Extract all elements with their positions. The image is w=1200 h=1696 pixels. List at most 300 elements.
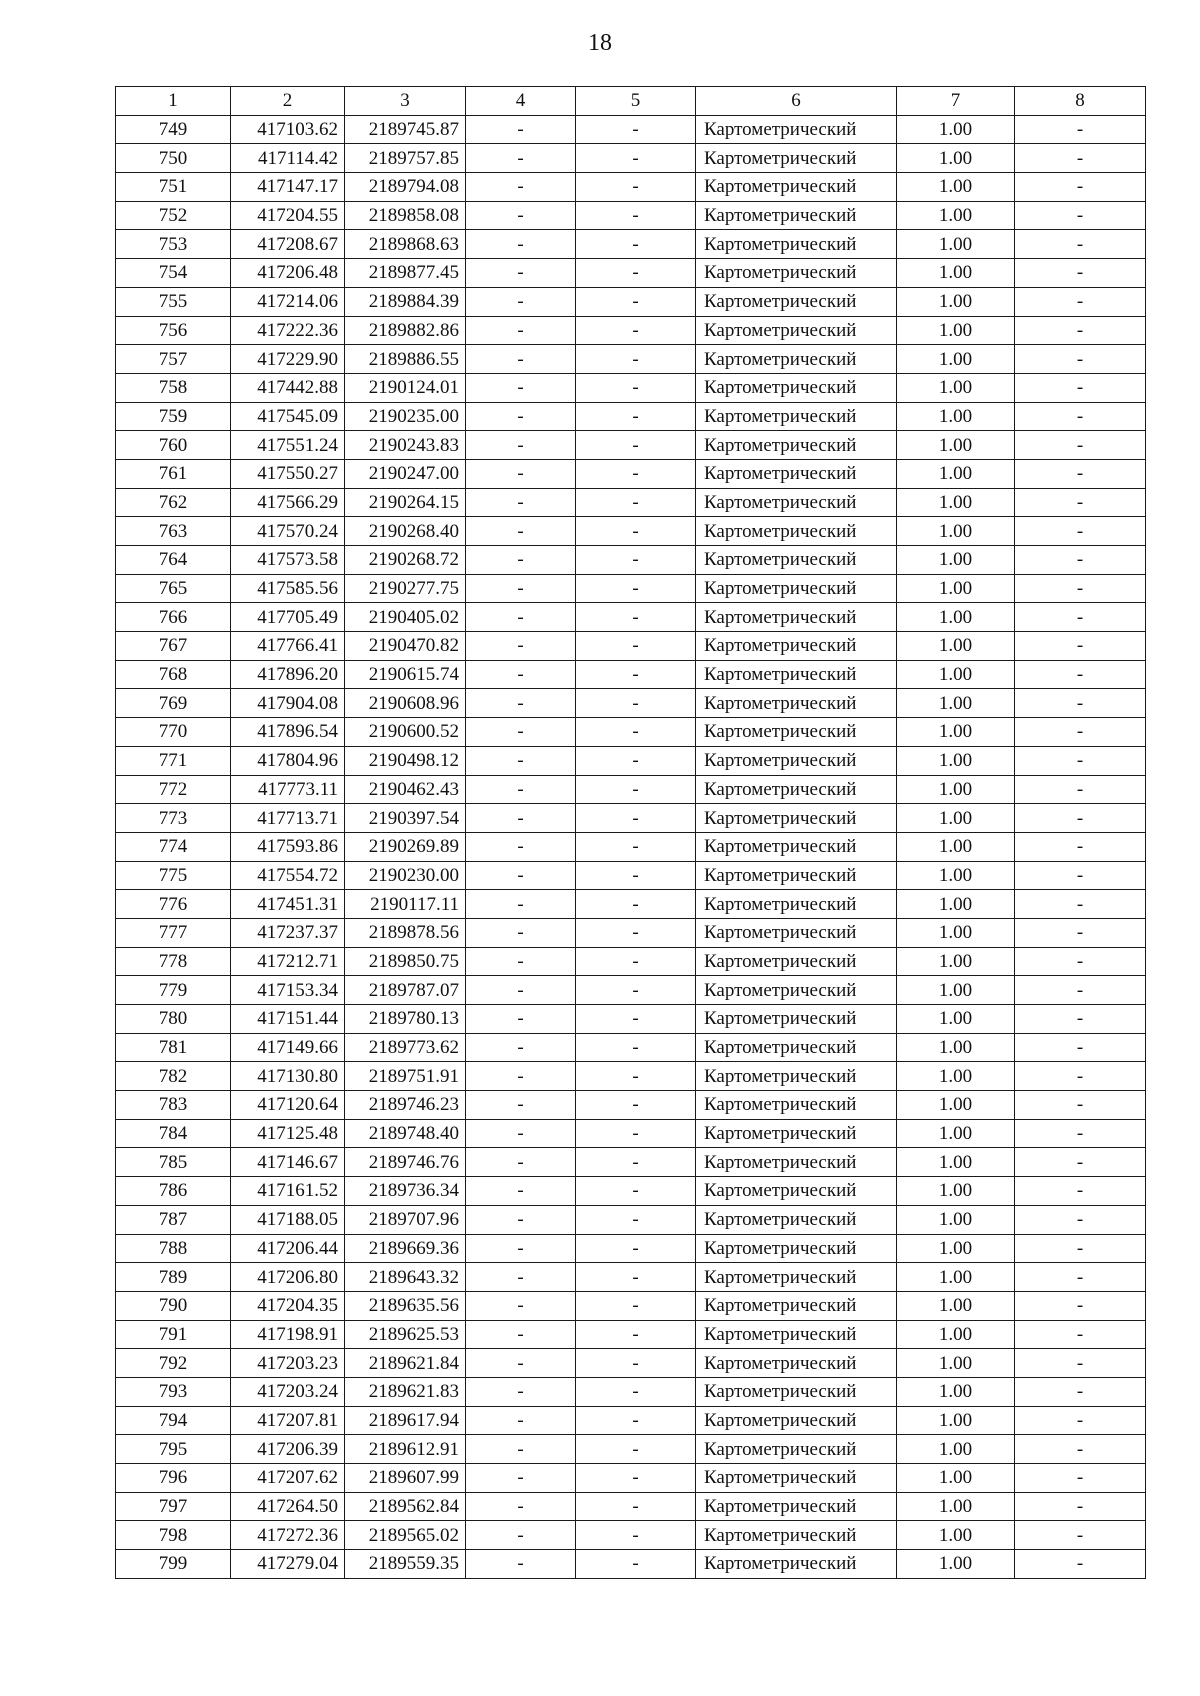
col8-cell: - bbox=[1015, 230, 1146, 259]
accuracy-cell: 1.00 bbox=[897, 1377, 1015, 1406]
accuracy-cell: 1.00 bbox=[897, 517, 1015, 546]
method-cell: Картометрический bbox=[696, 287, 897, 316]
table-row bbox=[116, 1291, 1146, 1320]
point-number-cell: 766 bbox=[116, 603, 231, 632]
col5-cell: - bbox=[576, 345, 696, 374]
point-number-cell: 769 bbox=[116, 689, 231, 718]
col4-cell: - bbox=[466, 861, 576, 890]
method-cell: Картометрический bbox=[696, 603, 897, 632]
method-cell: Картометрический bbox=[696, 1464, 897, 1493]
accuracy-cell: 1.00 bbox=[897, 976, 1015, 1005]
y-coordinate-cell: 2190277.75 bbox=[345, 574, 466, 603]
col5-cell: - bbox=[576, 373, 696, 402]
col4-cell: - bbox=[466, 316, 576, 345]
x-coordinate-cell: 417766.41 bbox=[231, 632, 345, 661]
col4-cell: - bbox=[466, 976, 576, 1005]
accuracy-cell: 1.00 bbox=[897, 1435, 1015, 1464]
table-row bbox=[116, 660, 1146, 689]
y-coordinate-cell: 2189748.40 bbox=[345, 1119, 466, 1148]
point-number-cell: 759 bbox=[116, 402, 231, 431]
col4-cell: - bbox=[466, 718, 576, 747]
y-coordinate-cell: 2189745.87 bbox=[345, 115, 466, 144]
point-number-cell: 768 bbox=[116, 660, 231, 689]
col4-cell: - bbox=[466, 402, 576, 431]
accuracy-cell: 1.00 bbox=[897, 746, 1015, 775]
table-row bbox=[116, 1119, 1146, 1148]
col8-cell: - bbox=[1015, 1492, 1146, 1521]
col8-cell: - bbox=[1015, 689, 1146, 718]
col8-cell: - bbox=[1015, 632, 1146, 661]
x-coordinate-cell: 417773.11 bbox=[231, 775, 345, 804]
point-number-cell: 795 bbox=[116, 1435, 231, 1464]
col8-cell: - bbox=[1015, 345, 1146, 374]
table-row bbox=[116, 976, 1146, 1005]
col8-cell: - bbox=[1015, 1205, 1146, 1234]
col8-cell: - bbox=[1015, 287, 1146, 316]
col5-cell: - bbox=[576, 1205, 696, 1234]
accuracy-cell: 1.00 bbox=[897, 632, 1015, 661]
method-cell: Картометрический bbox=[696, 230, 897, 259]
point-number-cell: 751 bbox=[116, 173, 231, 202]
x-coordinate-cell: 417198.91 bbox=[231, 1320, 345, 1349]
table-row bbox=[116, 861, 1146, 890]
table-row bbox=[116, 431, 1146, 460]
col5-cell: - bbox=[576, 459, 696, 488]
y-coordinate-cell: 2190470.82 bbox=[345, 632, 466, 661]
point-number-cell: 749 bbox=[116, 115, 231, 144]
col4-cell: - bbox=[466, 1091, 576, 1120]
x-coordinate-cell: 417550.27 bbox=[231, 459, 345, 488]
accuracy-cell: 1.00 bbox=[897, 947, 1015, 976]
accuracy-cell: 1.00 bbox=[897, 144, 1015, 173]
col4-cell: - bbox=[466, 1005, 576, 1034]
col8-cell: - bbox=[1015, 1062, 1146, 1091]
col4-cell: - bbox=[466, 1550, 576, 1579]
y-coordinate-cell: 2189877.45 bbox=[345, 259, 466, 288]
method-cell: Картометрический bbox=[696, 976, 897, 1005]
col4-cell: - bbox=[466, 1119, 576, 1148]
table-row bbox=[116, 574, 1146, 603]
col4-cell: - bbox=[466, 230, 576, 259]
x-coordinate-cell: 417153.34 bbox=[231, 976, 345, 1005]
col5-cell: - bbox=[576, 890, 696, 919]
point-number-cell: 770 bbox=[116, 718, 231, 747]
x-coordinate-cell: 417206.80 bbox=[231, 1263, 345, 1292]
col4-cell: - bbox=[466, 832, 576, 861]
x-coordinate-cell: 417161.52 bbox=[231, 1177, 345, 1206]
col8-cell: - bbox=[1015, 918, 1146, 947]
accuracy-cell: 1.00 bbox=[897, 1320, 1015, 1349]
column-header: 3 bbox=[345, 87, 466, 116]
point-number-cell: 787 bbox=[116, 1205, 231, 1234]
col5-cell: - bbox=[576, 861, 696, 890]
col5-cell: - bbox=[576, 603, 696, 632]
col8-cell: - bbox=[1015, 259, 1146, 288]
point-number-cell: 750 bbox=[116, 144, 231, 173]
table-row bbox=[116, 1550, 1146, 1579]
y-coordinate-cell: 2189751.91 bbox=[345, 1062, 466, 1091]
col5-cell: - bbox=[576, 746, 696, 775]
y-coordinate-cell: 2190268.40 bbox=[345, 517, 466, 546]
y-coordinate-cell: 2190264.15 bbox=[345, 488, 466, 517]
table-row bbox=[116, 804, 1146, 833]
x-coordinate-cell: 417130.80 bbox=[231, 1062, 345, 1091]
accuracy-cell: 1.00 bbox=[897, 1464, 1015, 1493]
x-coordinate-cell: 417151.44 bbox=[231, 1005, 345, 1034]
x-coordinate-cell: 417208.67 bbox=[231, 230, 345, 259]
col5-cell: - bbox=[576, 1119, 696, 1148]
col8-cell: - bbox=[1015, 1320, 1146, 1349]
accuracy-cell: 1.00 bbox=[897, 861, 1015, 890]
col5-cell: - bbox=[576, 1492, 696, 1521]
col5-cell: - bbox=[576, 1377, 696, 1406]
method-cell: Картометрический bbox=[696, 1435, 897, 1464]
y-coordinate-cell: 2189617.94 bbox=[345, 1406, 466, 1435]
x-coordinate-cell: 417203.23 bbox=[231, 1349, 345, 1378]
y-coordinate-cell: 2190124.01 bbox=[345, 373, 466, 402]
col4-cell: - bbox=[466, 1205, 576, 1234]
method-cell: Картометрический bbox=[696, 947, 897, 976]
point-number-cell: 783 bbox=[116, 1091, 231, 1120]
point-number-cell: 773 bbox=[116, 804, 231, 833]
col8-cell: - bbox=[1015, 115, 1146, 144]
method-cell: Картометрический bbox=[696, 201, 897, 230]
col5-cell: - bbox=[576, 976, 696, 1005]
col4-cell: - bbox=[466, 144, 576, 173]
accuracy-cell: 1.00 bbox=[897, 488, 1015, 517]
method-cell: Картометрический bbox=[696, 1349, 897, 1378]
col8-cell: - bbox=[1015, 316, 1146, 345]
method-cell: Картометрический bbox=[696, 259, 897, 288]
x-coordinate-cell: 417188.05 bbox=[231, 1205, 345, 1234]
col4-cell: - bbox=[466, 890, 576, 919]
method-cell: Картометрический bbox=[696, 1091, 897, 1120]
table-row bbox=[116, 488, 1146, 517]
col4-cell: - bbox=[466, 431, 576, 460]
y-coordinate-cell: 2189643.32 bbox=[345, 1263, 466, 1292]
point-number-cell: 790 bbox=[116, 1291, 231, 1320]
table-row bbox=[116, 746, 1146, 775]
x-coordinate-cell: 417566.29 bbox=[231, 488, 345, 517]
table-row bbox=[116, 1435, 1146, 1464]
y-coordinate-cell: 2190498.12 bbox=[345, 746, 466, 775]
table-row bbox=[116, 890, 1146, 919]
col5-cell: - bbox=[576, 144, 696, 173]
point-number-cell: 786 bbox=[116, 1177, 231, 1206]
y-coordinate-cell: 2189787.07 bbox=[345, 976, 466, 1005]
col4-cell: - bbox=[466, 115, 576, 144]
col4-cell: - bbox=[466, 173, 576, 202]
accuracy-cell: 1.00 bbox=[897, 115, 1015, 144]
y-coordinate-cell: 2189794.08 bbox=[345, 173, 466, 202]
y-coordinate-cell: 2190247.00 bbox=[345, 459, 466, 488]
table-row bbox=[116, 115, 1146, 144]
table-row bbox=[116, 632, 1146, 661]
accuracy-cell: 1.00 bbox=[897, 316, 1015, 345]
col5-cell: - bbox=[576, 230, 696, 259]
point-number-cell: 793 bbox=[116, 1377, 231, 1406]
y-coordinate-cell: 2190117.11 bbox=[345, 890, 466, 919]
table-row bbox=[116, 1377, 1146, 1406]
accuracy-cell: 1.00 bbox=[897, 1349, 1015, 1378]
col5-cell: - bbox=[576, 1550, 696, 1579]
x-coordinate-cell: 417705.49 bbox=[231, 603, 345, 632]
col8-cell: - bbox=[1015, 431, 1146, 460]
col8-cell: - bbox=[1015, 1177, 1146, 1206]
col4-cell: - bbox=[466, 1377, 576, 1406]
table-row bbox=[116, 230, 1146, 259]
x-coordinate-cell: 417904.08 bbox=[231, 689, 345, 718]
accuracy-cell: 1.00 bbox=[897, 201, 1015, 230]
method-cell: Картометрический bbox=[696, 1550, 897, 1579]
coordinates-table bbox=[115, 86, 1146, 1579]
method-cell: Картометрический bbox=[696, 459, 897, 488]
col5-cell: - bbox=[576, 259, 696, 288]
x-coordinate-cell: 417896.20 bbox=[231, 660, 345, 689]
accuracy-cell: 1.00 bbox=[897, 1263, 1015, 1292]
point-number-cell: 780 bbox=[116, 1005, 231, 1034]
x-coordinate-cell: 417207.81 bbox=[231, 1406, 345, 1435]
method-cell: Картометрический bbox=[696, 890, 897, 919]
x-coordinate-cell: 417451.31 bbox=[231, 890, 345, 919]
col4-cell: - bbox=[466, 603, 576, 632]
col5-cell: - bbox=[576, 1435, 696, 1464]
x-coordinate-cell: 417103.62 bbox=[231, 115, 345, 144]
point-number-cell: 784 bbox=[116, 1119, 231, 1148]
table-row bbox=[116, 345, 1146, 374]
x-coordinate-cell: 417713.71 bbox=[231, 804, 345, 833]
y-coordinate-cell: 2189621.83 bbox=[345, 1377, 466, 1406]
method-cell: Картометрический bbox=[696, 1291, 897, 1320]
col8-cell: - bbox=[1015, 603, 1146, 632]
table-header-row bbox=[116, 87, 1146, 116]
table-row bbox=[116, 1091, 1146, 1120]
accuracy-cell: 1.00 bbox=[897, 574, 1015, 603]
table-row bbox=[116, 918, 1146, 947]
column-header: 6 bbox=[696, 87, 897, 116]
point-number-cell: 774 bbox=[116, 832, 231, 861]
column-header: 4 bbox=[466, 87, 576, 116]
accuracy-cell: 1.00 bbox=[897, 373, 1015, 402]
accuracy-cell: 1.00 bbox=[897, 1205, 1015, 1234]
column-header: 2 bbox=[231, 87, 345, 116]
col8-cell: - bbox=[1015, 402, 1146, 431]
accuracy-cell: 1.00 bbox=[897, 173, 1015, 202]
accuracy-cell: 1.00 bbox=[897, 689, 1015, 718]
col5-cell: - bbox=[576, 1263, 696, 1292]
col5-cell: - bbox=[576, 660, 696, 689]
col8-cell: - bbox=[1015, 144, 1146, 173]
accuracy-cell: 1.00 bbox=[897, 890, 1015, 919]
point-number-cell: 788 bbox=[116, 1234, 231, 1263]
method-cell: Картометрический bbox=[696, 632, 897, 661]
col5-cell: - bbox=[576, 804, 696, 833]
method-cell: Картометрический bbox=[696, 1234, 897, 1263]
col5-cell: - bbox=[576, 517, 696, 546]
col5-cell: - bbox=[576, 632, 696, 661]
point-number-cell: 778 bbox=[116, 947, 231, 976]
col8-cell: - bbox=[1015, 1291, 1146, 1320]
method-cell: Картометрический bbox=[696, 689, 897, 718]
point-number-cell: 775 bbox=[116, 861, 231, 890]
accuracy-cell: 1.00 bbox=[897, 718, 1015, 747]
col5-cell: - bbox=[576, 115, 696, 144]
x-coordinate-cell: 417207.62 bbox=[231, 1464, 345, 1493]
x-coordinate-cell: 417229.90 bbox=[231, 345, 345, 374]
accuracy-cell: 1.00 bbox=[897, 1406, 1015, 1435]
col4-cell: - bbox=[466, 1062, 576, 1091]
col8-cell: - bbox=[1015, 1464, 1146, 1493]
col4-cell: - bbox=[466, 1435, 576, 1464]
y-coordinate-cell: 2189757.85 bbox=[345, 144, 466, 173]
y-coordinate-cell: 2189707.96 bbox=[345, 1205, 466, 1234]
col5-cell: - bbox=[576, 1148, 696, 1177]
col4-cell: - bbox=[466, 1492, 576, 1521]
accuracy-cell: 1.00 bbox=[897, 1005, 1015, 1034]
point-number-cell: 756 bbox=[116, 316, 231, 345]
point-number-cell: 797 bbox=[116, 1492, 231, 1521]
accuracy-cell: 1.00 bbox=[897, 1234, 1015, 1263]
method-cell: Картометрический bbox=[696, 1062, 897, 1091]
table-row bbox=[116, 1005, 1146, 1034]
col5-cell: - bbox=[576, 574, 696, 603]
x-coordinate-cell: 417896.54 bbox=[231, 718, 345, 747]
method-cell: Картометрический bbox=[696, 1320, 897, 1349]
x-coordinate-cell: 417206.39 bbox=[231, 1435, 345, 1464]
table-row bbox=[116, 316, 1146, 345]
col4-cell: - bbox=[466, 459, 576, 488]
x-coordinate-cell: 417214.06 bbox=[231, 287, 345, 316]
col5-cell: - bbox=[576, 1033, 696, 1062]
y-coordinate-cell: 2189746.76 bbox=[345, 1148, 466, 1177]
table-row bbox=[116, 459, 1146, 488]
x-coordinate-cell: 417551.24 bbox=[231, 431, 345, 460]
table-row bbox=[116, 1406, 1146, 1435]
method-cell: Картометрический bbox=[696, 173, 897, 202]
table-row bbox=[116, 1033, 1146, 1062]
table-row bbox=[116, 173, 1146, 202]
col8-cell: - bbox=[1015, 1091, 1146, 1120]
accuracy-cell: 1.00 bbox=[897, 459, 1015, 488]
col4-cell: - bbox=[466, 1349, 576, 1378]
column-header: 7 bbox=[897, 87, 1015, 116]
y-coordinate-cell: 2190230.00 bbox=[345, 861, 466, 890]
table-row bbox=[116, 1148, 1146, 1177]
y-coordinate-cell: 2190608.96 bbox=[345, 689, 466, 718]
page-number: 18 bbox=[588, 30, 612, 56]
point-number-cell: 776 bbox=[116, 890, 231, 919]
accuracy-cell: 1.00 bbox=[897, 804, 1015, 833]
y-coordinate-cell: 2190269.89 bbox=[345, 832, 466, 861]
accuracy-cell: 1.00 bbox=[897, 1062, 1015, 1091]
x-coordinate-cell: 417206.48 bbox=[231, 259, 345, 288]
method-cell: Картометрический bbox=[696, 1377, 897, 1406]
col4-cell: - bbox=[466, 201, 576, 230]
method-cell: Картометрический bbox=[696, 1521, 897, 1550]
x-coordinate-cell: 417554.72 bbox=[231, 861, 345, 890]
accuracy-cell: 1.00 bbox=[897, 1521, 1015, 1550]
point-number-cell: 752 bbox=[116, 201, 231, 230]
y-coordinate-cell: 2190405.02 bbox=[345, 603, 466, 632]
point-number-cell: 757 bbox=[116, 345, 231, 374]
point-number-cell: 792 bbox=[116, 1349, 231, 1378]
col4-cell: - bbox=[466, 1291, 576, 1320]
method-cell: Картометрический bbox=[696, 1033, 897, 1062]
col8-cell: - bbox=[1015, 746, 1146, 775]
col8-cell: - bbox=[1015, 976, 1146, 1005]
y-coordinate-cell: 2189612.91 bbox=[345, 1435, 466, 1464]
x-coordinate-cell: 417149.66 bbox=[231, 1033, 345, 1062]
table-row bbox=[116, 1492, 1146, 1521]
y-coordinate-cell: 2189607.99 bbox=[345, 1464, 466, 1493]
col5-cell: - bbox=[576, 1005, 696, 1034]
accuracy-cell: 1.00 bbox=[897, 1033, 1015, 1062]
col8-cell: - bbox=[1015, 1234, 1146, 1263]
table-row bbox=[116, 718, 1146, 747]
col5-cell: - bbox=[576, 402, 696, 431]
method-cell: Картометрический bbox=[696, 804, 897, 833]
col8-cell: - bbox=[1015, 1349, 1146, 1378]
y-coordinate-cell: 2189746.23 bbox=[345, 1091, 466, 1120]
col5-cell: - bbox=[576, 775, 696, 804]
col8-cell: - bbox=[1015, 546, 1146, 575]
y-coordinate-cell: 2189878.56 bbox=[345, 918, 466, 947]
x-coordinate-cell: 417120.64 bbox=[231, 1091, 345, 1120]
col5-cell: - bbox=[576, 1406, 696, 1435]
x-coordinate-cell: 417125.48 bbox=[231, 1119, 345, 1148]
method-cell: Картометрический bbox=[696, 1406, 897, 1435]
col8-cell: - bbox=[1015, 775, 1146, 804]
col8-cell: - bbox=[1015, 1550, 1146, 1579]
table-body bbox=[116, 115, 1146, 1578]
x-coordinate-cell: 417573.58 bbox=[231, 546, 345, 575]
col8-cell: - bbox=[1015, 890, 1146, 919]
x-coordinate-cell: 417279.04 bbox=[231, 1550, 345, 1579]
y-coordinate-cell: 2189858.08 bbox=[345, 201, 466, 230]
col8-cell: - bbox=[1015, 517, 1146, 546]
point-number-cell: 799 bbox=[116, 1550, 231, 1579]
method-cell: Картометрический bbox=[696, 574, 897, 603]
col4-cell: - bbox=[466, 287, 576, 316]
y-coordinate-cell: 2189773.62 bbox=[345, 1033, 466, 1062]
accuracy-cell: 1.00 bbox=[897, 832, 1015, 861]
col4-cell: - bbox=[466, 1521, 576, 1550]
x-coordinate-cell: 417212.71 bbox=[231, 947, 345, 976]
table-row bbox=[116, 1062, 1146, 1091]
col5-cell: - bbox=[576, 431, 696, 460]
col4-cell: - bbox=[466, 918, 576, 947]
point-number-cell: 764 bbox=[116, 546, 231, 575]
point-number-cell: 762 bbox=[116, 488, 231, 517]
method-cell: Картометрический bbox=[696, 1177, 897, 1206]
table-row bbox=[116, 1177, 1146, 1206]
col8-cell: - bbox=[1015, 718, 1146, 747]
table-row bbox=[116, 402, 1146, 431]
col4-cell: - bbox=[466, 947, 576, 976]
col4-cell: - bbox=[466, 1263, 576, 1292]
col4-cell: - bbox=[466, 804, 576, 833]
col4-cell: - bbox=[466, 1406, 576, 1435]
table-row bbox=[116, 832, 1146, 861]
col4-cell: - bbox=[466, 632, 576, 661]
point-number-cell: 754 bbox=[116, 259, 231, 288]
method-cell: Картометрический bbox=[696, 345, 897, 374]
col5-cell: - bbox=[576, 1349, 696, 1378]
point-number-cell: 779 bbox=[116, 976, 231, 1005]
col4-cell: - bbox=[466, 373, 576, 402]
method-cell: Картометрический bbox=[696, 546, 897, 575]
table-row bbox=[116, 1263, 1146, 1292]
